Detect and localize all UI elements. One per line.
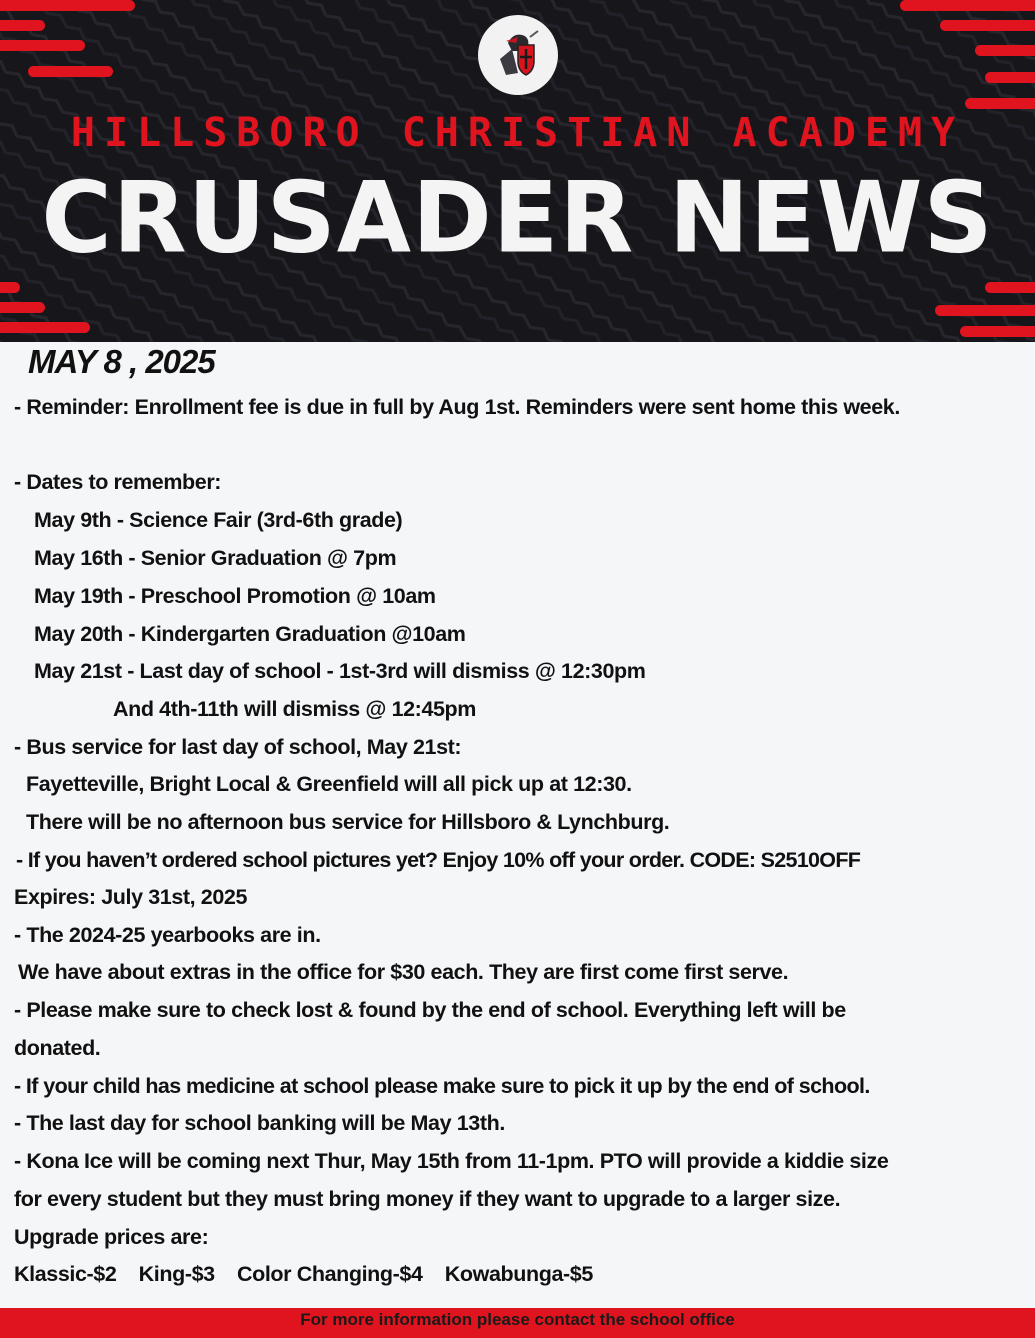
- text-line: - Bus service for last day of school, May 21st:: [14, 735, 462, 759]
- text-line: Fayetteville, Bright Local & Greenfield will all pick up at 12:30.: [26, 772, 632, 796]
- text-line: for every student but they must bring money if they want to upgrade to a larger size.: [14, 1187, 841, 1211]
- stripe-decor: [0, 322, 90, 333]
- header-banner: [0, 0, 1035, 342]
- text-line: There will be no afternoon bus service for Hillsboro & Lynchburg.: [26, 810, 670, 834]
- school-name: HILLSBORO CHRISTIAN ACADEMY: [70, 110, 965, 156]
- text-line: - If your child has medicine at school please make sure to pick it up by the end of school.: [14, 1074, 870, 1098]
- stripe-decor: [0, 302, 45, 313]
- text-line: - Reminder: Enrollment fee is due in full by Aug 1st. Reminders were sent home this week.: [14, 395, 900, 419]
- stripe-decor: [975, 45, 1035, 56]
- stripe-decor: [0, 40, 85, 51]
- stripe-decor: [985, 72, 1035, 83]
- stripe-decor: [940, 20, 1035, 31]
- text-line: Expires: July 31st, 2025: [14, 885, 248, 909]
- stripe-decor: [0, 20, 45, 31]
- text-line: donated.: [14, 1036, 101, 1060]
- stripe-decor: [960, 326, 1035, 337]
- text-line: - Dates to remember:: [14, 470, 222, 494]
- text-line: - Kona Ice will be coming next Thur, May 15th from 11-1pm. PTO will provide a kiddie size: [14, 1149, 889, 1173]
- stripe-decor: [0, 282, 20, 293]
- crusader-knight-shield-icon: [478, 15, 558, 95]
- footer-bar: [0, 1308, 1035, 1338]
- text-line: And 4th-11th will dismiss @ 12:45pm: [113, 697, 477, 721]
- text-line: Upgrade prices are:: [14, 1225, 209, 1249]
- stripe-decor: [0, 0, 135, 11]
- text-line: - The last day for school banking will be May 13th.: [14, 1111, 505, 1135]
- text-line: May 19th - Preschool Promotion @ 10am: [34, 584, 436, 608]
- text-line: May 16th - Senior Graduation @ 7pm: [34, 546, 397, 570]
- stripe-decor: [965, 98, 1035, 109]
- crusader-logo: [478, 15, 558, 95]
- text-line: - Please make sure to check lost & found by the end of school. Everything left will be: [14, 998, 846, 1022]
- text-line: We have about extras in the office for $30 each. They are first come first serve.: [18, 960, 789, 984]
- footer-text: For more information please contact the school office: [300, 1310, 735, 1329]
- text-line: - The 2024-25 yearbooks are in.: [14, 923, 321, 947]
- text-line: May 21st - Last day of school - 1st-3rd will dismiss @ 12:30pm: [34, 659, 646, 683]
- text-line: - If you haven’t ordered school pictures yet? Enjoy 10% off your order. CODE: S2510OFF: [16, 848, 861, 872]
- text-line: May 9th - Science Fair (3rd-6th grade): [34, 508, 403, 532]
- stripe-decor: [28, 66, 113, 77]
- stripe-decor: [985, 282, 1035, 293]
- text-line: May 20th - Kindergarten Graduation @10am: [34, 622, 466, 646]
- newsletter-title: CRUSADER NEWS: [41, 160, 994, 276]
- text-line: Klassic-$2 King-$3 Color Changing-$4 Kowabunga-$5: [14, 1262, 593, 1286]
- newsletter-date: MAY 8 , 2025: [28, 343, 215, 380]
- stripe-decor: [935, 305, 1035, 316]
- stripe-decor: [900, 0, 1035, 11]
